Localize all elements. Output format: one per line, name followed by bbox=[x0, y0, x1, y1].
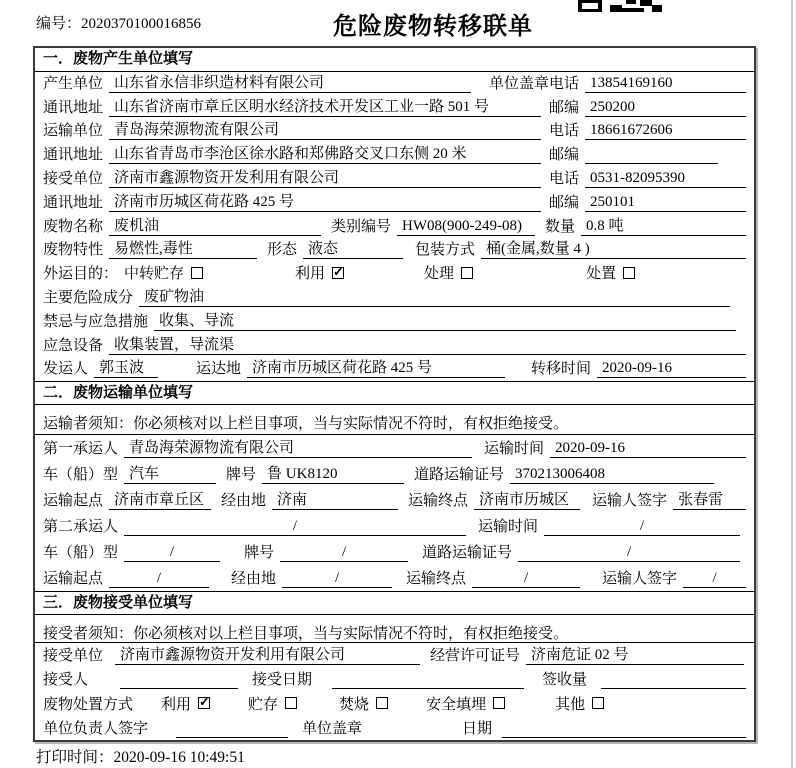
road-permit-label: 道路运输证号 bbox=[414, 467, 505, 484]
option-other: 其他 bbox=[555, 696, 586, 713]
date-value bbox=[502, 721, 746, 738]
plate-value: 鲁 UK8120 bbox=[262, 462, 404, 484]
transfer-time-value: 2020-09-16 bbox=[597, 360, 746, 378]
via-label: 经由地 bbox=[221, 493, 267, 510]
road-permit-value: 370213006408 bbox=[510, 466, 714, 484]
packing-value: 桶(金属,数量 4 ) bbox=[481, 239, 746, 260]
route-start-label: 运输起点 bbox=[43, 571, 104, 588]
first-carrier-value: 青岛海荣源物流有限公司 bbox=[124, 436, 472, 458]
receiver-value: 济南市鑫源物资开发利用有限公司 bbox=[109, 167, 541, 188]
carrier-sign-value: 张春雷 bbox=[673, 488, 746, 510]
serial-label: 编号： bbox=[36, 16, 82, 32]
equipment-value: 收集装置，导流渠 bbox=[109, 334, 746, 355]
serial-number bbox=[36, 12, 201, 33]
option-treat: 处理 bbox=[424, 266, 455, 283]
transporter-value: 青岛海荣源物流有限公司 bbox=[109, 120, 541, 141]
print-time-label: 打印时间： bbox=[36, 749, 114, 766]
plate-value-2: / bbox=[280, 544, 408, 562]
page-title: 危险废物转移联单 bbox=[333, 14, 533, 40]
checkbox-other bbox=[592, 697, 604, 709]
checkbox-incinerate bbox=[376, 697, 388, 709]
hazard-label: 主要危险成分 bbox=[43, 289, 134, 306]
zip-label: 邮编 bbox=[549, 99, 580, 116]
second-carrier-row bbox=[35, 513, 754, 539]
shipper-label: 发运人 bbox=[43, 361, 89, 378]
taboo-measures-row bbox=[35, 310, 754, 334]
responsible-sign-label: 单位负责人签字 bbox=[43, 721, 149, 738]
print-time-value: 2020-09-16 10:49:51 bbox=[113, 749, 245, 766]
transporter-address-row bbox=[35, 143, 754, 167]
second-carrier-label: 第二承运人 bbox=[43, 519, 119, 536]
road-permit-value-2: / bbox=[518, 544, 740, 562]
receiver-phone: 0531-82095390 bbox=[585, 170, 746, 188]
destination-value: 济南市历城区荷花路 425 号 bbox=[247, 358, 505, 379]
transporter-zip bbox=[585, 147, 718, 164]
producer-address-row bbox=[35, 96, 754, 120]
producer-zip: 250200 bbox=[585, 99, 746, 117]
transfer-purpose-row bbox=[35, 262, 754, 286]
option-utilize: 利用 bbox=[295, 266, 326, 283]
receipt-date-value bbox=[332, 672, 524, 689]
phone-label: 电话 bbox=[549, 170, 580, 187]
packing-label: 包装方式 bbox=[415, 242, 476, 259]
producer-value: 山东省永信非织造材料有限公司 bbox=[109, 72, 471, 93]
address-label: 通讯地址 bbox=[43, 194, 104, 211]
character-value: 易燃性,毒性 bbox=[109, 239, 257, 260]
zip-label: 邮编 bbox=[549, 194, 580, 211]
right-edge-line bbox=[791, 0, 793, 768]
second-carrier-value: / bbox=[124, 518, 466, 536]
category-code: HW08(900-249-08) bbox=[397, 218, 535, 236]
disposal-label: 废物处置方式 bbox=[43, 696, 134, 713]
plate-label: 牌号 bbox=[244, 545, 275, 562]
waste-name: 废机油 bbox=[109, 215, 321, 236]
purpose-label: 外运目的： bbox=[43, 266, 119, 283]
waste-name-row bbox=[35, 215, 754, 239]
via-value-2: / bbox=[282, 570, 392, 588]
phone-label: 电话 bbox=[549, 75, 580, 92]
responsible-sign-row bbox=[35, 717, 754, 742]
option-store: 贮存 bbox=[248, 696, 279, 713]
receiver-label: 接受单位 bbox=[43, 170, 104, 187]
option-incinerate: 焚烧 bbox=[339, 696, 370, 713]
transporter-label: 运输单位 bbox=[43, 123, 104, 140]
route-end-label: 运输终点 bbox=[408, 493, 469, 510]
transporter-row bbox=[35, 120, 754, 144]
checkbox-utilize bbox=[198, 697, 210, 709]
receiver-zip: 250101 bbox=[585, 194, 746, 212]
plate-label: 牌号 bbox=[226, 467, 257, 484]
signed-amount-label: 签收量 bbox=[542, 672, 588, 689]
zip-label: 邮编 bbox=[549, 147, 580, 164]
transport-time-value-2: / bbox=[544, 518, 740, 536]
checkbox-dispose bbox=[623, 267, 635, 279]
first-carrier-row bbox=[35, 435, 754, 461]
checkbox-landfill bbox=[493, 697, 505, 709]
unit-seal-label: 单位盖章 bbox=[488, 75, 549, 92]
form-value: 液态 bbox=[303, 239, 403, 260]
route-start-value-2: / bbox=[109, 570, 209, 588]
route-end-label: 运输终点 bbox=[406, 571, 467, 588]
via-label: 经由地 bbox=[231, 571, 277, 588]
checkbox-transfer-storage bbox=[191, 267, 203, 279]
transporter-notice: 运输者须知：你必须核对以上栏目事项，当与实际情况不符时，有权拒绝接受。 bbox=[35, 405, 754, 435]
license-label: 经营许可证号 bbox=[430, 647, 521, 664]
transport-time-label: 运输时间 bbox=[478, 519, 539, 536]
route-start-label: 运输起点 bbox=[43, 493, 104, 510]
carrier-sign-label: 运输人签字 bbox=[602, 571, 678, 588]
section-3-header: 三．废物接受单位填写 bbox=[35, 591, 754, 615]
checkbox-utilize bbox=[332, 267, 344, 279]
checkbox-treat bbox=[461, 267, 473, 279]
qr-code-icon bbox=[578, 0, 662, 12]
equipment-label: 应急设备 bbox=[43, 337, 104, 354]
vehicle-type-value-2: / bbox=[124, 544, 220, 562]
route-end-value-2: / bbox=[472, 570, 580, 588]
receiving-unit-value: 济南市鑫源物资开发利用有限公司 bbox=[115, 643, 420, 665]
section-1-header: 一．废物产生单位填写 bbox=[35, 48, 754, 72]
unit-seal-label: 单位盖章 bbox=[302, 721, 363, 738]
receiver-address-row bbox=[35, 191, 754, 215]
route-row bbox=[35, 487, 754, 513]
transport-time-label: 运输时间 bbox=[484, 441, 545, 458]
character-label: 废物特性 bbox=[43, 242, 104, 259]
receipt-row bbox=[35, 668, 754, 693]
address-label: 通讯地址 bbox=[43, 147, 104, 164]
responsible-sign-value bbox=[176, 721, 288, 738]
quantity-value: 0.8 吨 bbox=[581, 215, 746, 236]
receiver-row bbox=[35, 167, 754, 191]
vehicle-row-2 bbox=[35, 539, 754, 565]
route-end-value: 济南市历城区 bbox=[474, 488, 580, 510]
signed-amount-value bbox=[601, 672, 746, 689]
option-utilize: 利用 bbox=[161, 696, 192, 713]
destination-label: 运达地 bbox=[196, 361, 242, 378]
receiver-address: 济南市历城区荷花路 425 号 bbox=[109, 191, 541, 212]
license-value: 济南危证 02 号 bbox=[526, 643, 744, 665]
producer-label: 产生单位 bbox=[43, 75, 104, 92]
hazard-component-row bbox=[35, 286, 754, 310]
option-dispose: 处置 bbox=[586, 266, 617, 283]
vehicle-row bbox=[35, 461, 754, 487]
carrier-sign-label: 运输人签字 bbox=[592, 493, 668, 510]
taboo-value: 收集、导流 bbox=[154, 310, 736, 331]
transporter-address: 山东省青岛市李沧区徐水路和郑佛路交叉口东侧 20 米 bbox=[109, 143, 541, 164]
receiving-unit-label: 接受单位 bbox=[43, 647, 104, 664]
carrier-sign-value-2: / bbox=[683, 570, 746, 588]
checkbox-store bbox=[285, 697, 297, 709]
producer-row bbox=[35, 72, 754, 96]
hazard-value: 废矿物油 bbox=[139, 286, 730, 307]
recipient-label: 接受人 bbox=[43, 672, 89, 689]
section-2-header: 二．废物运输单位填写 bbox=[35, 381, 754, 405]
vehicle-type-label: 车（船）型 bbox=[43, 467, 119, 484]
transport-time-value: 2020-09-16 bbox=[550, 440, 746, 458]
phone-label: 电话 bbox=[549, 123, 580, 140]
print-time bbox=[36, 745, 245, 767]
producer-phone: 13854169160 bbox=[585, 75, 746, 93]
quantity-label: 数量 bbox=[545, 218, 576, 235]
waste-character-row bbox=[35, 239, 754, 263]
vehicle-type-value: 汽车 bbox=[124, 462, 216, 484]
receiving-unit-row bbox=[35, 643, 754, 668]
receiver-notice: 接受者须知：你必须核对以上栏目事项，当与实际情况不符时，有权拒绝接受。 bbox=[35, 615, 754, 643]
option-landfill: 安全填埋 bbox=[426, 696, 487, 713]
via-value: 济南 bbox=[272, 488, 398, 510]
transfer-time-label: 转移时间 bbox=[531, 361, 592, 378]
date-label: 日期 bbox=[462, 721, 493, 738]
road-permit-label: 道路运输证号 bbox=[422, 545, 513, 562]
dispatch-row bbox=[35, 358, 754, 382]
serial-value: 2020370100016856 bbox=[81, 16, 202, 32]
address-label: 通讯地址 bbox=[43, 99, 104, 116]
waste-name-label: 废物名称 bbox=[43, 218, 104, 235]
vehicle-type-label: 车（船）型 bbox=[43, 545, 119, 562]
disposal-method-row bbox=[35, 692, 754, 717]
category-label: 类别编号 bbox=[331, 218, 392, 235]
recipient-value bbox=[120, 672, 238, 689]
option-transfer-storage: 中转贮存 bbox=[124, 266, 185, 283]
emergency-equipment-row bbox=[35, 334, 754, 358]
form-label: 形态 bbox=[267, 242, 298, 259]
route-row-2 bbox=[35, 565, 754, 591]
route-start-value: 济南市章丘区 bbox=[109, 488, 211, 510]
form-table bbox=[33, 46, 756, 742]
receipt-date-label: 接受日期 bbox=[252, 672, 313, 689]
producer-address: 山东省济南市章丘区明水经济技术开发区工业一路 501 号 bbox=[109, 96, 541, 117]
first-carrier-label: 第一承运人 bbox=[43, 441, 119, 458]
transporter-phone: 18661672606 bbox=[585, 122, 746, 140]
taboo-label: 禁忌与应急措施 bbox=[43, 313, 149, 330]
shipper-name: 郭玉波 bbox=[94, 358, 158, 379]
